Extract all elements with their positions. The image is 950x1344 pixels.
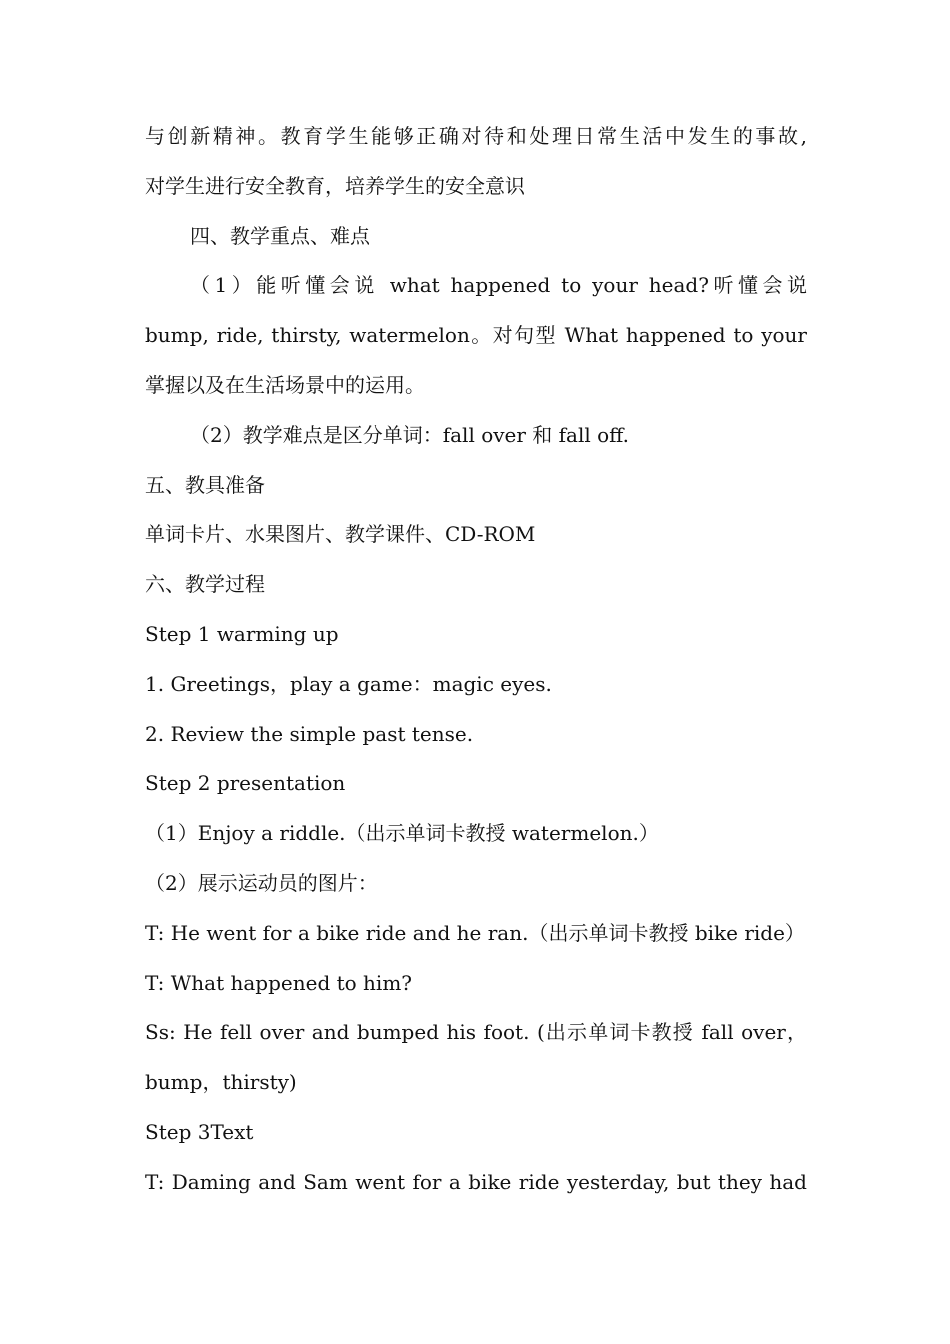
section-heading: 四、教学重点、难点 bbox=[190, 223, 370, 248]
paragraph-line: T: What happened to him? bbox=[145, 970, 413, 995]
step-heading: Step 1 warming up bbox=[145, 621, 339, 646]
paragraph-line: bump, ride, thirsty, watermelon。对句型 What happened to your bbox=[145, 323, 807, 348]
section-heading: 五、教具准备 bbox=[145, 472, 265, 497]
paragraph-line: T: Daming and Sam went for a bike ride yesterday, but they had bbox=[145, 1169, 807, 1194]
paragraph-line: （1）Enjoy a riddle.（出示单词卡教授 watermelon.） bbox=[145, 821, 659, 846]
paragraph-line: T: He went for a bike ride and he ran.（出示单词卡教授 bike ride） bbox=[145, 920, 805, 945]
step-heading: Step 2 presentation bbox=[145, 771, 346, 796]
paragraph-line: 与创新精神。教育学生能够正确对待和处理日常生活中发生的事故, bbox=[145, 124, 807, 148]
paragraph-line: （1）能听懂会说 what happened to your head?听懂会说 bbox=[190, 273, 807, 298]
paragraph-line: Ss: He fell over and bumped his foot. (出示单词卡教授 fall over， bbox=[145, 1020, 807, 1045]
paragraph-line: 单词卡片、水果图片、教学课件、CD-ROM bbox=[145, 522, 536, 547]
paragraph-line: 对学生进行安全教育，培养学生的安全意识 bbox=[145, 173, 525, 198]
step-heading: Step 3Text bbox=[145, 1119, 254, 1144]
paragraph-line: （2）展示运动员的图片： bbox=[145, 870, 378, 895]
paragraph-line: 2. Review the simple past tense. bbox=[145, 721, 474, 746]
document-body bbox=[145, 112, 807, 1208]
paragraph-line: 掌握以及在生活场景中的运用。 bbox=[145, 372, 425, 397]
paragraph-line: 1. Greetings，play a game：magic eyes. bbox=[145, 671, 552, 696]
section-heading: 六、教学过程 bbox=[145, 572, 265, 597]
paragraph-line: （2）教学难点是区分单词：fall over 和 fall off. bbox=[190, 422, 630, 447]
paragraph-line: bump，thirsty) bbox=[145, 1070, 297, 1095]
